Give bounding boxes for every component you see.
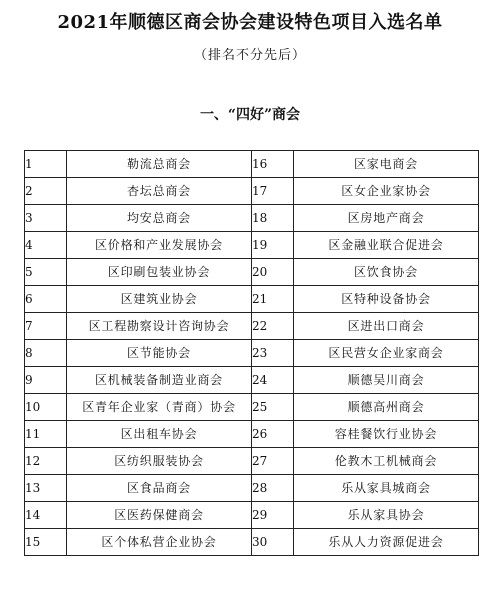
- left-number-cell: 9: [25, 367, 67, 394]
- left-name-cell: 区机械装备制造业商会: [67, 367, 252, 394]
- left-name-cell: 区医药保健商会: [67, 502, 252, 529]
- left-name-cell: 区工程勘察设计咨询协会: [67, 313, 252, 340]
- right-name-cell: 乐从人力资源促进会: [294, 529, 479, 556]
- selection-table: [24, 150, 479, 556]
- left-name-cell: 区印刷包装业协会: [67, 259, 252, 286]
- left-number-cell: 15: [25, 529, 67, 556]
- right-name-cell: 区女企业家协会: [294, 178, 479, 205]
- left-name-cell: 区个体私营企业协会: [67, 529, 252, 556]
- table-row: [25, 340, 479, 367]
- right-number-cell: 20: [252, 259, 294, 286]
- left-number-cell: 5: [25, 259, 67, 286]
- left-number-cell: 14: [25, 502, 67, 529]
- right-number-cell: 25: [252, 394, 294, 421]
- left-number-cell: 12: [25, 448, 67, 475]
- left-name-cell: 勒流总商会: [67, 151, 252, 178]
- table-row: [25, 394, 479, 421]
- table-row: [25, 367, 479, 394]
- table-row: [25, 421, 479, 448]
- left-number-cell: 3: [25, 205, 67, 232]
- left-number-cell: 13: [25, 475, 67, 502]
- right-name-cell: 区金融业联合促进会: [294, 232, 479, 259]
- left-number-cell: 6: [25, 286, 67, 313]
- right-name-cell: 区房地产商会: [294, 205, 479, 232]
- right-name-cell: 区家电商会: [294, 151, 479, 178]
- right-number-cell: 16: [252, 151, 294, 178]
- left-name-cell: 区青年企业家（青商）协会: [67, 394, 252, 421]
- left-number-cell: 7: [25, 313, 67, 340]
- left-name-cell: 均安总商会: [67, 205, 252, 232]
- right-name-cell: 区特种设备协会: [294, 286, 479, 313]
- right-name-cell: 顺德吴川商会: [294, 367, 479, 394]
- table-row: [25, 448, 479, 475]
- table-row: [25, 232, 479, 259]
- right-number-cell: 23: [252, 340, 294, 367]
- right-number-cell: 29: [252, 502, 294, 529]
- right-name-cell: 区饮食协会: [294, 259, 479, 286]
- left-name-cell: 区纺织服装协会: [67, 448, 252, 475]
- right-name-cell: 容桂餐饮行业协会: [294, 421, 479, 448]
- table-row: [25, 151, 479, 178]
- document-subtitle: （排名不分先后）: [193, 48, 306, 63]
- table-row: [25, 178, 479, 205]
- left-name-cell: 区节能协会: [67, 340, 252, 367]
- left-name-cell: 杏坛总商会: [67, 178, 252, 205]
- right-number-cell: 24: [252, 367, 294, 394]
- right-name-cell: 乐从家具城商会: [294, 475, 479, 502]
- left-number-cell: 10: [25, 394, 67, 421]
- table-row: [25, 529, 479, 556]
- right-number-cell: 27: [252, 448, 294, 475]
- right-number-cell: 17: [252, 178, 294, 205]
- left-number-cell: 1: [25, 151, 67, 178]
- right-number-cell: 22: [252, 313, 294, 340]
- table-body: [25, 151, 479, 556]
- table-row: [25, 259, 479, 286]
- right-name-cell: 区民营女企业家商会: [294, 340, 479, 367]
- right-number-cell: 21: [252, 286, 294, 313]
- right-number-cell: 26: [252, 421, 294, 448]
- right-number-cell: 28: [252, 475, 294, 502]
- right-name-cell: 伦教木工机械商会: [294, 448, 479, 475]
- right-name-cell: 区进出口商会: [294, 313, 479, 340]
- left-name-cell: 区食品商会: [67, 475, 252, 502]
- table-row: [25, 502, 479, 529]
- table-row: [25, 286, 479, 313]
- left-number-cell: 11: [25, 421, 67, 448]
- left-name-cell: 区建筑业协会: [67, 286, 252, 313]
- section-heading: 一、“四好”商会: [199, 107, 301, 123]
- right-number-cell: 18: [252, 205, 294, 232]
- right-name-cell: 顺德高州商会: [294, 394, 479, 421]
- right-number-cell: 19: [252, 232, 294, 259]
- document-title: 2021年顺德区商会协会建设特色项目入选名单: [57, 12, 443, 33]
- left-name-cell: 区出租车协会: [67, 421, 252, 448]
- left-number-cell: 2: [25, 178, 67, 205]
- table-row: [25, 205, 479, 232]
- right-name-cell: 乐从家具协会: [294, 502, 479, 529]
- table-row: [25, 313, 479, 340]
- right-number-cell: 30: [252, 529, 294, 556]
- left-name-cell: 区价格和产业发展协会: [67, 232, 252, 259]
- table-row: [25, 475, 479, 502]
- left-number-cell: 4: [25, 232, 67, 259]
- left-number-cell: 8: [25, 340, 67, 367]
